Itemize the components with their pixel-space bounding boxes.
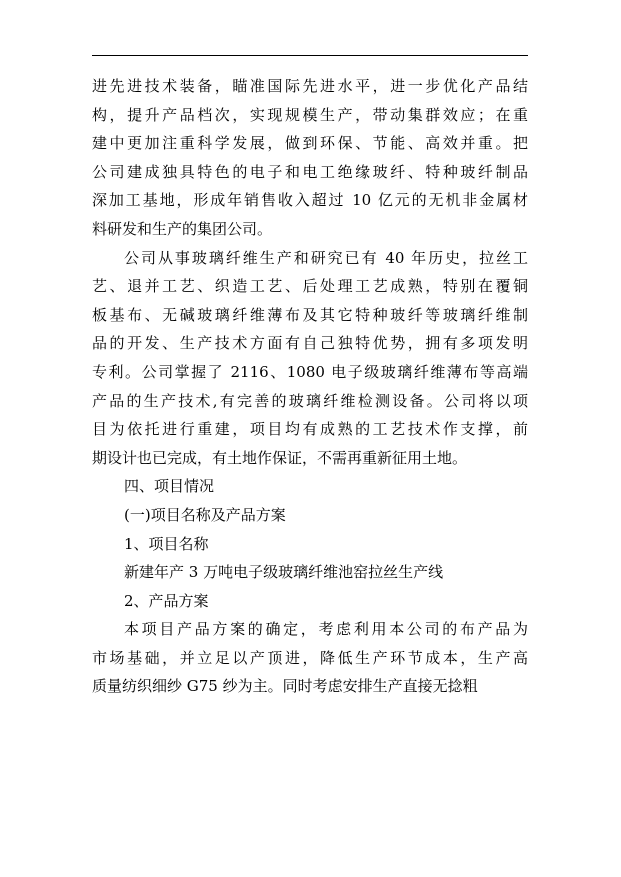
text-line: (一)项目名称及产品方案	[124, 505, 286, 524]
text-line: 专利。公司掌握了 2116、1080 电子级玻璃纤维薄布等高端	[92, 362, 528, 381]
text-line: 四、项目情况	[124, 477, 215, 496]
text-line: 构，提升产品档次，实现规模生产，带动集群效应；在重	[92, 105, 528, 124]
text-line: 公司从事玻璃纤维生产和研究已有 40 年历史，拉丝工	[124, 248, 528, 267]
paragraph	[92, 501, 528, 530]
document-body	[92, 72, 528, 701]
paragraph	[92, 615, 528, 701]
text-line: 1、项目名称	[124, 534, 209, 553]
text-line: 进先进技术装备，瞄准国际先进水平，进一步优化产品结	[92, 77, 528, 95]
text-line: 品的开发、生产技术方面有自己独特优势，拥有多项发明	[92, 334, 528, 353]
paragraph	[92, 558, 528, 587]
paragraph	[92, 530, 528, 559]
text-line: 艺、退并工艺、织造工艺、后处理工艺成熟，特别在覆铜	[92, 277, 528, 296]
text-line: 深加工基地，形成年销售收入超过 10 亿元的无机非金属材	[92, 191, 528, 210]
text-line: 目为依托进行重建，项目均有成熟的工艺技术作支撑，前	[92, 420, 528, 439]
text-line: 期设计也已完成，有土地作保证，不需再重新征用土地。	[92, 448, 468, 467]
text-line: 2、产品方案	[124, 591, 209, 610]
text-line: 建中更加注重科学发展，做到环保、节能、高效并重。把	[92, 134, 528, 153]
header-rule	[92, 55, 528, 56]
text-line: 本项目产品方案的确定，考虑利用本公司的布产品为	[124, 620, 528, 639]
text-line: 公司建成独具特色的电子和电工绝缘玻纤、特种玻纤制品	[92, 162, 528, 181]
text-line: 料研发和生产的集团公司。	[92, 219, 273, 238]
paragraph	[92, 72, 528, 244]
paragraph	[92, 472, 528, 501]
text-line: 板基布、无碱玻璃纤维薄布及其它特种玻纤等玻璃纤维制	[92, 305, 528, 324]
text-line: 质量纺织细纱 G75 纱为主。同时考虑安排生产直接无捻粗	[92, 677, 478, 696]
text-line: 市场基础，并立足以产顶进，降低生产环节成本，生产高	[92, 648, 528, 667]
paragraph	[92, 587, 528, 616]
text-line: 产品的生产技术,有完善的玻璃纤维检测设备。公司将以项	[92, 391, 528, 410]
text-line: 新建年产 3 万吨电子级玻璃纤维池窑拉丝生产线	[124, 563, 444, 582]
paragraph	[92, 244, 528, 473]
